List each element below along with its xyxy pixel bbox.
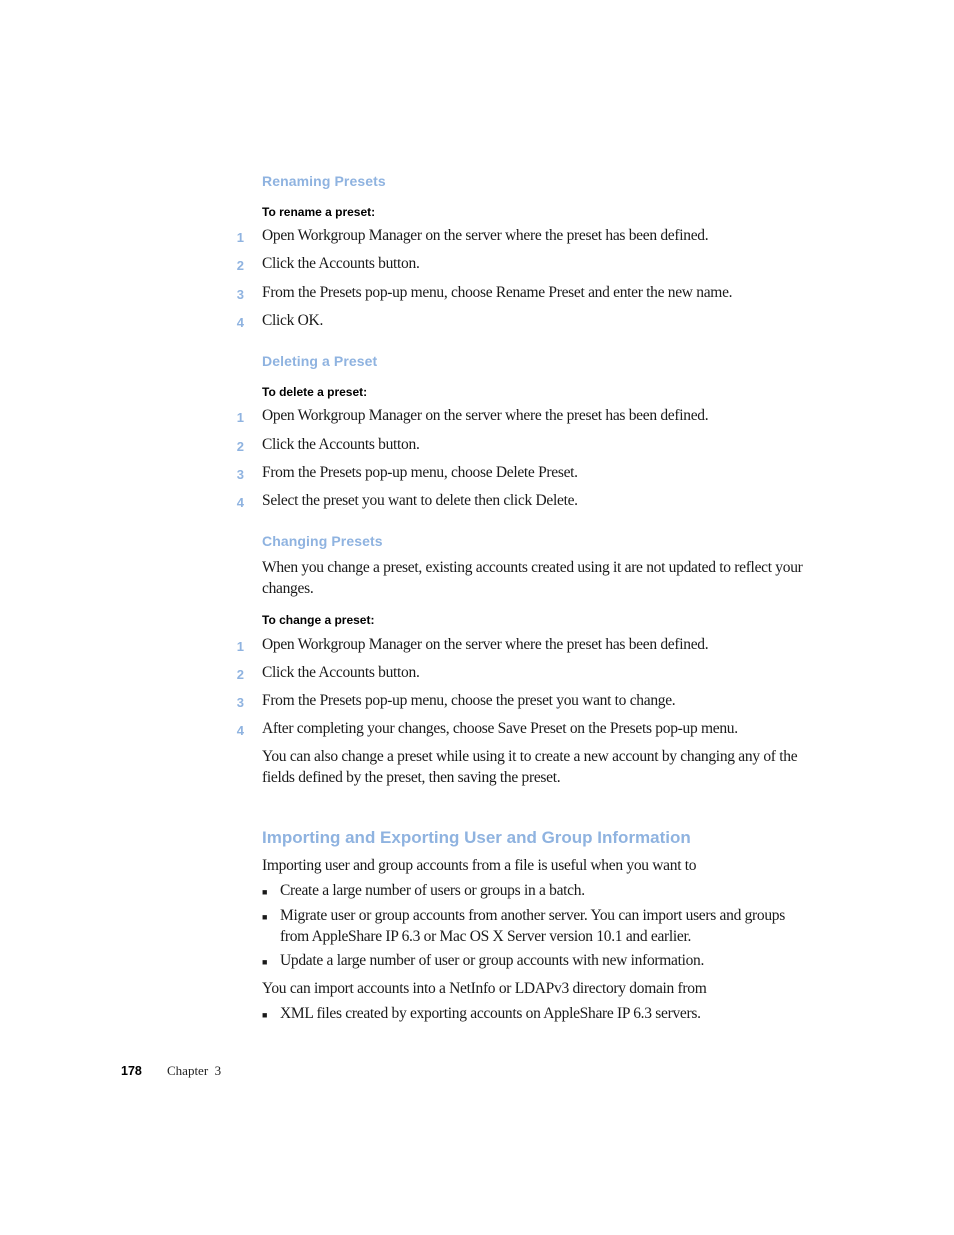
lead-delete-preset: To delete a preset: [262, 385, 368, 399]
step-text: Open Workgroup Manager on the server where the preset has been defined. [262, 407, 709, 424]
page-number: 178 [121, 1064, 142, 1078]
step-text: After completing your changes, choose Save Preset on the Presets pop-up menu. [262, 720, 738, 737]
step-text: Click OK. [262, 312, 324, 329]
step-text: Click the Accounts button. [262, 436, 420, 453]
lead-rename-preset: To rename a preset: [262, 205, 376, 219]
bullet-icon: ■ [262, 912, 268, 922]
lead-change-preset: To change a preset: [262, 613, 375, 627]
step-number: 1 [236, 230, 244, 245]
heading-deleting-preset: Deleting a Preset [262, 353, 378, 369]
step-number: 4 [236, 495, 244, 510]
importing-intro-paragraph: Importing user and group accounts from a file is useful when you want to [262, 857, 697, 874]
step-text: Click the Accounts button. [262, 255, 420, 272]
bullet-icon: ■ [262, 887, 268, 897]
changing-intro-paragraph: When you change a preset, existing accounts created using it are not updated to reflect your changes. [262, 559, 803, 597]
step-text: From the Presets pop-up menu, choose Delete Preset. [262, 464, 578, 481]
step-number: 4 [236, 723, 244, 738]
heading-importing-exporting: Importing and Exporting User and Group Information [262, 828, 691, 847]
list-item: Migrate user or group accounts from another server. You can import users and groups from AppleShare IP 6.3 or Mac OS X Server version 10.1 and earlier. [280, 907, 785, 945]
chapter-label: Chapter 3 [167, 1063, 222, 1078]
heading-renaming-presets: Renaming Presets [262, 173, 386, 189]
step-number: 3 [236, 467, 244, 482]
list-item: Update a large number of user or group accounts with new information. [280, 952, 705, 969]
list-item: Create a large number of users or groups in a batch. [280, 882, 585, 899]
list-item: XML files created by exporting accounts on AppleShare IP 6.3 servers. [280, 1005, 701, 1022]
step-text: Open Workgroup Manager on the server where the preset has been defined. [262, 227, 709, 244]
changing-note-paragraph: You can also change a preset while using it to create a new account by changing any of the fields defined by the preset, then saving the preset. [262, 748, 798, 786]
step-number: 1 [236, 639, 244, 654]
step-text: From the Presets pop-up menu, choose the preset you want to change. [262, 692, 676, 709]
bullet-icon: ■ [262, 1010, 268, 1020]
importing-intro2-paragraph: You can import accounts into a NetInfo or LDAPv3 directory domain from [262, 980, 707, 997]
step-number: 2 [236, 667, 244, 682]
step-text: Click the Accounts button. [262, 664, 420, 681]
bullet-icon: ■ [262, 957, 268, 967]
step-text: Select the preset you want to delete then click Delete. [262, 492, 578, 509]
step-text: From the Presets pop-up menu, choose Rename Preset and enter the new name. [262, 284, 733, 301]
step-number: 4 [236, 315, 244, 330]
step-number: 3 [236, 287, 244, 302]
step-text: Open Workgroup Manager on the server where the preset has been defined. [262, 636, 709, 653]
step-number: 2 [236, 439, 244, 454]
step-number: 2 [236, 258, 244, 273]
heading-changing-presets: Changing Presets [262, 533, 383, 549]
step-number: 1 [236, 410, 244, 425]
step-number: 3 [236, 695, 244, 710]
